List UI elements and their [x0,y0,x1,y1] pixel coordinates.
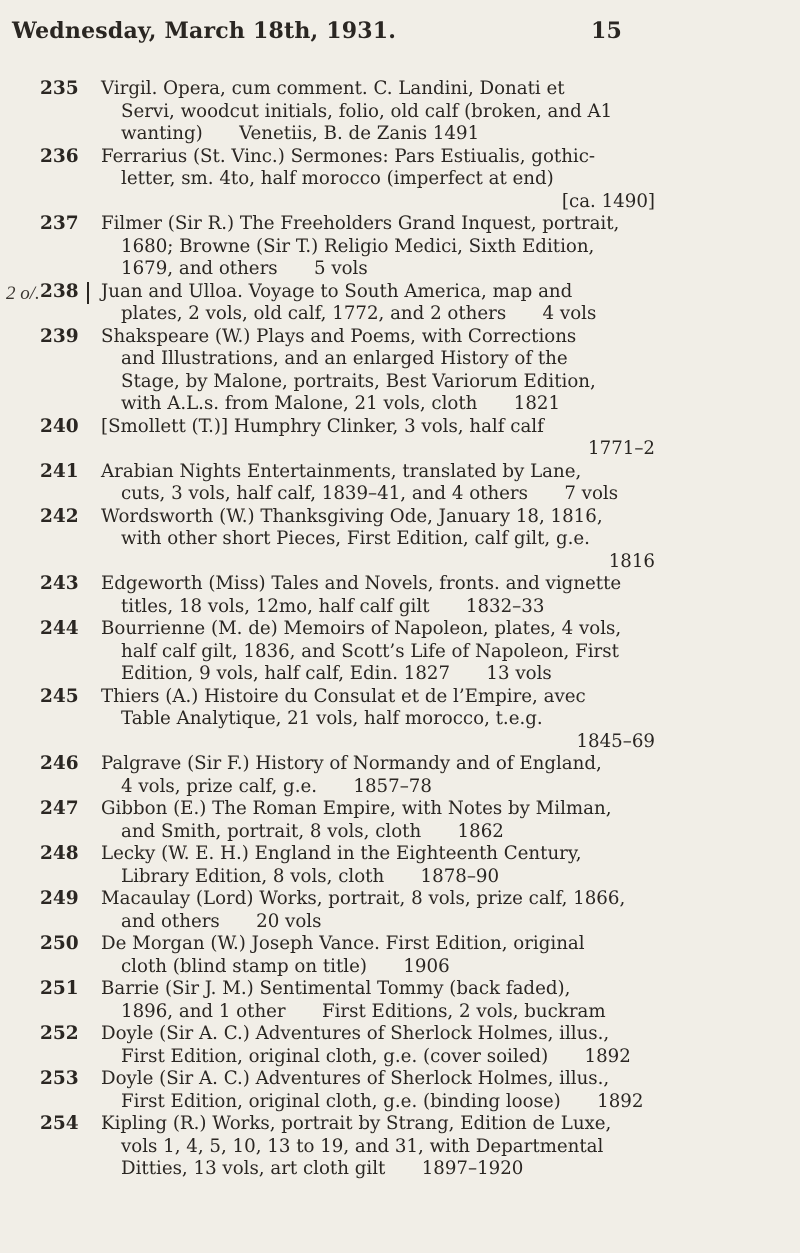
lot-description [101,146,661,214]
catalogue-entries [0,78,800,1181]
lot-description [101,978,661,1023]
lot-description [101,326,661,416]
lot-description [101,213,661,281]
description-line: wanting) Venetiis, B. de Zanis 1491 [121,123,480,144]
description-line: plates, 2 vols, old calf, 1772, and 2 others 4 vols [121,303,597,324]
lot-number: 242 [40,505,79,527]
description-line: De Morgan (W.) Joseph Vance. First Edition, original [101,933,585,954]
description-line: 1896, and 1 other First Editions, 2 vols, buckram [121,1000,606,1022]
description-line: and others 20 vols [121,910,322,932]
page-header [12,18,652,44]
description-line: [ca. 1490] [561,190,655,212]
description-line: 1845–69 [576,730,655,752]
description-line: Thiers (A.) Histoire du Consulat et de l’Empire, avec [101,685,586,707]
catalogue-entry [0,326,800,416]
description-line: Lecky (W. E. H.) England in the Eighteenth Century, [101,843,582,864]
catalogue-entry [0,933,800,978]
lot-description [101,753,661,798]
description-line: Servi, woodcut initials, folio, old calf (broken, and A1 [121,100,613,122]
catalogue-entry [0,416,800,461]
lot-description [101,1023,661,1068]
description-line: Table Analytique, 21 vols, half morocco, t.e.g. [121,708,543,729]
description-line: Edition, 9 vols, half calf, Edin. 1827 13 vols [121,663,552,684]
lot-description [101,888,661,933]
description-line: Ferrarius (St. Vinc.) Sermones: Pars Estiualis, gothic- [101,145,596,167]
catalogue-entry [0,146,800,214]
catalogue-entry [0,78,800,146]
description-line: Palgrave (Sir F.) History of Normandy and of England, [101,753,602,774]
lot-number: 239 [40,325,79,347]
lot-description [101,618,661,686]
lot-number: 251 [40,978,79,999]
catalogue-entry [0,978,800,1023]
description-line: First Edition, original cloth, g.e. (binding loose) 1892 [121,1090,644,1112]
description-line: 1680; Browne (Sir T.) Religio Medici, Sixth Edition, [121,235,595,257]
header-date: Wednesday, March 18th, 1931. [12,18,397,44]
lot-number: 241 [40,460,79,482]
handwritten-mark: 2 o/. [6,282,40,304]
lot-number: 244 [40,618,79,639]
catalogue-entry [0,573,800,618]
lot-number: 249 [40,888,79,909]
lot-number: 237 [40,213,79,234]
lot-number: 252 [40,1023,79,1044]
lot-description [101,686,661,754]
description-line: titles, 18 vols, 12mo, half calf gilt 1832–33 [121,595,545,617]
catalogue-entry [0,618,800,686]
catalogue-entry [0,506,800,574]
lot-number: 247 [40,798,79,819]
catalogue-entry [0,213,800,281]
lot-description [101,933,661,978]
lot-description [101,1113,661,1181]
description-line: Bourrienne (M. de) Memoirs of Napoleon, plates, 4 vols, [101,618,622,639]
description-line: cloth (blind stamp on title) 1906 [121,955,450,977]
lot-number: 235 [40,78,79,99]
description-line: Wordsworth (W.) Thanksgiving Ode, January 18, 1816, [101,505,603,527]
lot-number: 236 [40,145,79,167]
description-line: cuts, 3 vols, half calf, 1839–41, and 4 others 7 vols [121,483,619,504]
lot-description [101,1068,661,1113]
lot-description [101,461,661,506]
lot-number: 243 [40,573,79,594]
description-line: Macaulay (Lord) Works, portrait, 8 vols, prize calf, 1866, [101,888,626,909]
lot-number: 254 [40,1113,79,1134]
catalogue-entry [0,798,800,843]
description-line: half calf gilt, 1836, and Scott’s Life of Napoleon, First [121,640,619,662]
description-line: Stage, by Malone, portraits, Best Variorum Edition, [121,370,596,392]
description-line: [Smollett (T.)] Humphry Clinker, 3 vols, half calf [101,415,544,437]
lot-number: 248 [40,843,79,864]
description-line: 1679, and others 5 vols [121,258,368,279]
description-line: vols 1, 4, 5, 10, 13 to 19, and 31, with Departmental [121,1135,604,1157]
lot-number: 240 [40,415,79,437]
description-line: Kipling (R.) Works, portrait by Strang, Edition de Luxe, [101,1113,612,1134]
lot-number: 253 [40,1068,79,1089]
description-line: and Smith, portrait, 8 vols, cloth 1862 [121,820,504,842]
description-line: Edgeworth (Miss) Tales and Novels, fronts. and vignette [101,573,622,594]
description-line: Filmer (Sir R.) The Freeholders Grand Inquest, portrait, [101,213,620,234]
catalogue-entry [0,1023,800,1068]
description-line: Gibbon (E.) The Roman Empire, with Notes by Milman, [101,798,612,819]
catalogue-entry [0,1068,800,1113]
catalogue-entry [0,1113,800,1181]
lot-number: 238 [40,280,79,302]
lot-description [101,798,661,843]
catalogue-entry [0,686,800,754]
description-line: Doyle (Sir A. C.) Adventures of Sherlock Holmes, illus., [101,1068,610,1089]
description-line: Library Edition, 8 vols, cloth 1878–90 [121,865,500,887]
description-line: Barrie (Sir J. M.) Sentimental Tommy (back faded), [101,978,571,999]
margin-bracket [87,282,89,304]
page-number: 15 [590,18,622,44]
description-line: 1771–2 [588,438,655,459]
catalogue-entry [0,843,800,888]
lot-description [101,843,661,888]
description-line: letter, sm. 4to, half morocco (imperfect at end) [121,168,554,189]
lot-description [101,281,661,326]
description-line: 4 vols, prize calf, g.e. 1857–78 [121,775,432,797]
lot-description [101,78,661,146]
lot-description [101,506,661,574]
description-line: Ditties, 13 vols, art cloth gilt 1897–1920 [121,1158,524,1179]
catalogue-entry [0,753,800,798]
catalogue-entry [0,281,800,326]
description-line: and Illustrations, and an enlarged History of the [121,348,568,369]
catalogue-entry [0,888,800,933]
description-line: Virgil. Opera, cum comment. C. Landini, Donati et [101,78,565,99]
lot-number: 245 [40,685,79,707]
description-line: Shakspeare (W.) Plays and Poems, with Corrections [101,325,577,347]
description-line: Doyle (Sir A. C.) Adventures of Sherlock Holmes, illus., [101,1023,610,1044]
catalogue-entry [0,461,800,506]
description-line: with other short Pieces, First Edition, calf gilt, g.e. [121,528,590,549]
description-line: Juan and Ulloa. Voyage to South America, map and [101,280,573,302]
lot-description [101,416,661,461]
lot-description [101,573,661,618]
description-line: 1816 [608,550,655,572]
lot-number: 250 [40,933,79,954]
description-line: Arabian Nights Entertainments, translated by Lane, [101,460,582,482]
description-line: with A.L.s. from Malone, 21 vols, cloth 1821 [121,393,561,414]
description-line: First Edition, original cloth, g.e. (cover soiled) 1892 [121,1045,631,1067]
lot-number: 246 [40,753,79,774]
